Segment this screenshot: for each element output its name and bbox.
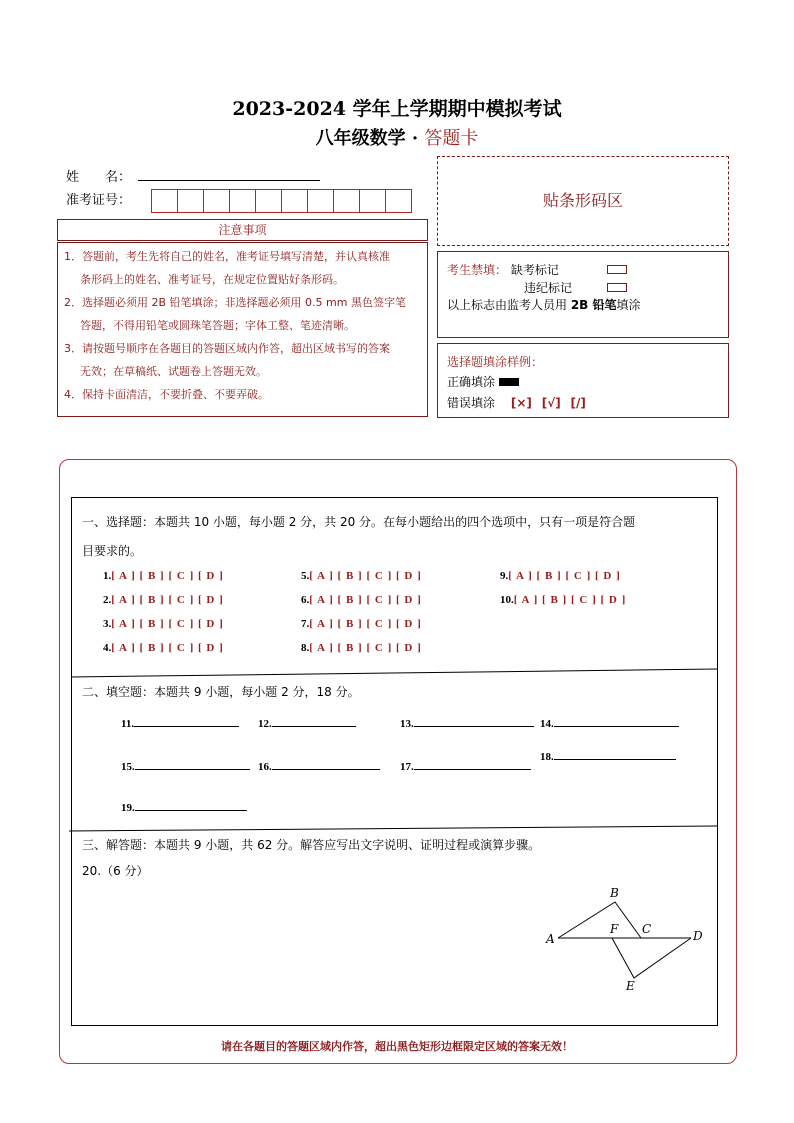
- footer-warning: 请在各题目的答题区域内作答，超出黑色矩形边框限定区域的答案无效！: [221, 1040, 573, 1053]
- subtitle-main: 八年级数学 ·: [315, 128, 425, 149]
- note-line: 1．答题前，考生先将自己的姓名，准考证号填写清楚，并认真核准: [64, 250, 390, 263]
- solve-heading: 三、解答题：本题共 9 小题，共 62 分。解答应写出文字说明、证明过程或演算步骤。: [82, 838, 541, 852]
- notes-title: 注意事项: [57, 219, 428, 241]
- choice-heading: 一、选择题：本题共 10 小题，每小题 2 分，共 20 分。在每小题给出的四个选项中，只有一项是符合题: [82, 515, 636, 529]
- segment-FED: [612, 938, 691, 978]
- question-number: 14.: [540, 718, 554, 730]
- choice-options[interactable]: [ A ] [ B ] [ C ] [ D ]: [111, 642, 224, 654]
- forbid-note-bold: 2B 铅笔: [570, 298, 617, 312]
- choice-options[interactable]: [ A ] [ B ] [ C ] [ D ]: [508, 570, 621, 582]
- question-number: 9.: [500, 570, 509, 582]
- question-number: 19.: [121, 802, 135, 814]
- point-D: D: [693, 929, 703, 943]
- note-line: 无效；在草稿纸、试题卷上答题无效。: [80, 365, 267, 378]
- choice-options[interactable]: [ A ] [ B ] [ C ] [ D ]: [513, 594, 627, 606]
- sample-title: 选择题填涂样例：: [447, 355, 544, 369]
- question-number: 5.: [301, 570, 310, 582]
- note-line: 4．保持卡面清洁，不要折叠、不要弄破。: [64, 388, 269, 401]
- barcode-area: 贴条形码区: [437, 156, 729, 246]
- choice-options[interactable]: [ A ] [ B ] [ C ] [ D ]: [309, 594, 422, 606]
- id-label: 准考证号：: [66, 193, 132, 208]
- choice-options[interactable]: [ A ] [ B ] [ C ] [ D ]: [111, 618, 224, 630]
- question-number: 1.: [103, 570, 112, 582]
- note-line: 条形码上的姓名、准考证号，在规定位置贴好条形码。: [80, 273, 344, 286]
- subtitle-accent: 答题卡: [424, 128, 479, 149]
- fill-heading: 二、填空题：本题共 9 小题，每小题 2 分，18 分。: [82, 685, 360, 699]
- question-number: 3.: [103, 618, 112, 630]
- question-number: 17.: [400, 761, 414, 773]
- choice-options[interactable]: [ A ] [ B ] [ C ] [ D ]: [111, 594, 224, 606]
- violation-label: 违纪标记: [524, 281, 573, 295]
- choice-options[interactable]: [ A ] [ B ] [ C ] [ D ]: [309, 642, 422, 654]
- correct-label: 正确填涂: [447, 375, 496, 389]
- q20-label: 20.（6 分）: [82, 864, 149, 878]
- question-number: 8.: [301, 642, 310, 654]
- point-C: C: [642, 922, 652, 936]
- question-number: 12.: [258, 718, 272, 730]
- question-number: 15.: [121, 761, 135, 773]
- point-B: B: [610, 886, 619, 900]
- wrong-mark: [/]: [570, 396, 586, 410]
- exam-title: 2023-2024 学年上学期期中模拟考试: [232, 98, 562, 120]
- forbid-note-post: 填涂: [616, 298, 641, 312]
- absent-label: 缺考标记: [510, 263, 559, 277]
- question-number: 10.: [500, 594, 514, 606]
- point-A: A: [546, 932, 555, 946]
- note-line: 答题，不得用铅笔或圆珠笔答题；字体工整、笔迹清晰。: [80, 319, 355, 332]
- question-number: 2.: [103, 594, 112, 606]
- question-number: 11.: [121, 718, 135, 730]
- forbid-note-pre: 以上标志由监考人员用: [447, 298, 571, 312]
- name-label: 姓 名：: [66, 170, 132, 185]
- segment-ABC: [558, 902, 641, 938]
- note-line: 2．选择题必须用 2B 铅笔填涂；非选择题必须用 0.5 mm 黑色签字笔: [64, 296, 406, 309]
- choice-options[interactable]: [ A ] [ B ] [ C ] [ D ]: [309, 570, 422, 582]
- question-number: 18.: [540, 751, 554, 763]
- question-number: 13.: [400, 718, 414, 730]
- choice-options[interactable]: [ A ] [ B ] [ C ] [ D ]: [309, 618, 422, 630]
- wrong-mark: [√]: [541, 396, 561, 410]
- point-E: E: [626, 979, 635, 993]
- choice-options[interactable]: [ A ] [ B ] [ C ] [ D ]: [111, 570, 224, 582]
- question-number: 6.: [301, 594, 310, 606]
- note-line: 3．请按题号顺序在各题目的答题区域内作答，超出区域书写的答案: [64, 342, 390, 355]
- question-number: 16.: [258, 761, 272, 773]
- question-number: 4.: [103, 642, 112, 654]
- question-number: 7.: [301, 618, 310, 630]
- wrong-label: 错误填涂: [447, 396, 496, 410]
- wrong-mark: [×]: [510, 396, 532, 410]
- forbid-label: 考生禁填：: [447, 263, 508, 277]
- choice-heading-cont: 目要求的。: [82, 544, 143, 558]
- point-F: F: [610, 922, 619, 936]
